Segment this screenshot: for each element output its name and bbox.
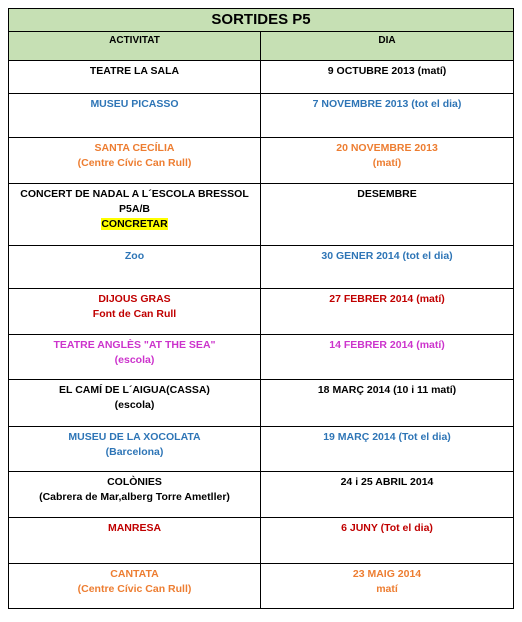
activity-cell bbox=[9, 184, 261, 246]
activity-text: SANTA CECÍLIA bbox=[94, 142, 175, 154]
day-text: 23 MAIG 2014 bbox=[352, 568, 422, 580]
table-title: SORTIDES P5 bbox=[9, 9, 514, 32]
table-body bbox=[9, 61, 514, 609]
activity-cell bbox=[9, 427, 261, 472]
activity-cell bbox=[9, 289, 261, 335]
activity-text: (Barcelona) bbox=[105, 446, 164, 458]
activity-cell bbox=[9, 335, 261, 380]
table-row bbox=[9, 94, 514, 138]
activity-text: MUSEU DE LA XOCOLATA bbox=[68, 431, 201, 443]
column-header-day: DIA bbox=[261, 32, 514, 61]
day-cell bbox=[261, 472, 514, 518]
schedule-sheet bbox=[8, 8, 513, 609]
activity-text: MUSEU PICASSO bbox=[90, 98, 179, 110]
table-row bbox=[9, 564, 514, 609]
activity-text: (escola) bbox=[114, 354, 155, 366]
day-cell bbox=[261, 138, 514, 184]
activity-cell bbox=[9, 564, 261, 609]
day-text: (matí) bbox=[372, 157, 402, 169]
day-text: 18 MARÇ 2014 (10 i 11 matí) bbox=[317, 384, 457, 396]
activity-text: EL CAMÍ DE L´AIGUA(CASSA) bbox=[59, 384, 210, 396]
table-row bbox=[9, 246, 514, 289]
activity-text: COLÒNIES bbox=[107, 476, 162, 488]
table-row bbox=[9, 61, 514, 94]
table-row bbox=[9, 289, 514, 335]
day-cell bbox=[261, 61, 514, 94]
activity-cell bbox=[9, 94, 261, 138]
day-text: 20 NOVEMBRE 2013 bbox=[336, 142, 438, 154]
day-text: 30 GENER 2014 (tot el dia) bbox=[321, 250, 453, 262]
table-row bbox=[9, 335, 514, 380]
day-cell bbox=[261, 564, 514, 609]
activity-cell bbox=[9, 138, 261, 184]
outings-table bbox=[8, 8, 514, 609]
activity-text: (Centre Cívic Can Rull) bbox=[77, 157, 192, 169]
highlighted-note: CONCRETAR bbox=[101, 218, 168, 230]
day-text: 19 MARÇ 2014 (Tot el dia) bbox=[323, 431, 451, 443]
day-text: 27 FEBRER 2014 (matí) bbox=[329, 293, 445, 305]
day-text: 6 JUNY (Tot el dia) bbox=[341, 522, 433, 534]
activity-text: Zoo bbox=[124, 250, 145, 262]
day-cell bbox=[261, 380, 514, 427]
activity-text: (Centre Cívic Can Rull) bbox=[77, 583, 192, 595]
table-row bbox=[9, 184, 514, 246]
activity-text: P5A/B bbox=[119, 203, 150, 215]
activity-text: CONCERT DE NADAL A L´ESCOLA BRESSOL bbox=[20, 188, 249, 200]
table-row bbox=[9, 427, 514, 472]
day-cell bbox=[261, 184, 514, 246]
day-cell bbox=[261, 518, 514, 564]
activity-text: (escola) bbox=[114, 399, 155, 411]
table-row bbox=[9, 472, 514, 518]
day-text: 7 NOVEMBRE 2013 (tot el dia) bbox=[312, 98, 462, 110]
day-text: DESEMBRE bbox=[357, 188, 417, 200]
activity-cell bbox=[9, 472, 261, 518]
activity-cell bbox=[9, 61, 261, 94]
day-cell bbox=[261, 335, 514, 380]
day-text: 14 FEBRER 2014 (matí) bbox=[329, 339, 445, 351]
day-text: 24 i 25 ABRIL 2014 bbox=[340, 476, 434, 488]
day-cell bbox=[261, 289, 514, 335]
activity-cell bbox=[9, 380, 261, 427]
day-text: 9 OCTUBRE 2013 (matí) bbox=[327, 65, 447, 77]
column-header-activity: ACTIVITAT bbox=[9, 32, 261, 61]
activity-text: Font de Can Rull bbox=[92, 308, 177, 320]
day-cell bbox=[261, 427, 514, 472]
activity-text: TEATRE ANGLÈS "AT THE SEA" bbox=[53, 339, 216, 351]
table-row bbox=[9, 518, 514, 564]
activity-cell bbox=[9, 246, 261, 289]
table-row bbox=[9, 138, 514, 184]
activity-text: TEATRE LA SALA bbox=[89, 65, 180, 77]
table-row bbox=[9, 380, 514, 427]
day-cell bbox=[261, 246, 514, 289]
activity-text: (Cabrera de Mar,alberg Torre Ametller) bbox=[39, 491, 230, 503]
activity-text: MANRESA bbox=[107, 522, 162, 534]
day-cell bbox=[261, 94, 514, 138]
activity-text: DIJOUS GRAS bbox=[98, 293, 171, 305]
day-text: matí bbox=[376, 583, 398, 595]
activity-cell bbox=[9, 518, 261, 564]
activity-text: CANTATA bbox=[110, 568, 159, 580]
